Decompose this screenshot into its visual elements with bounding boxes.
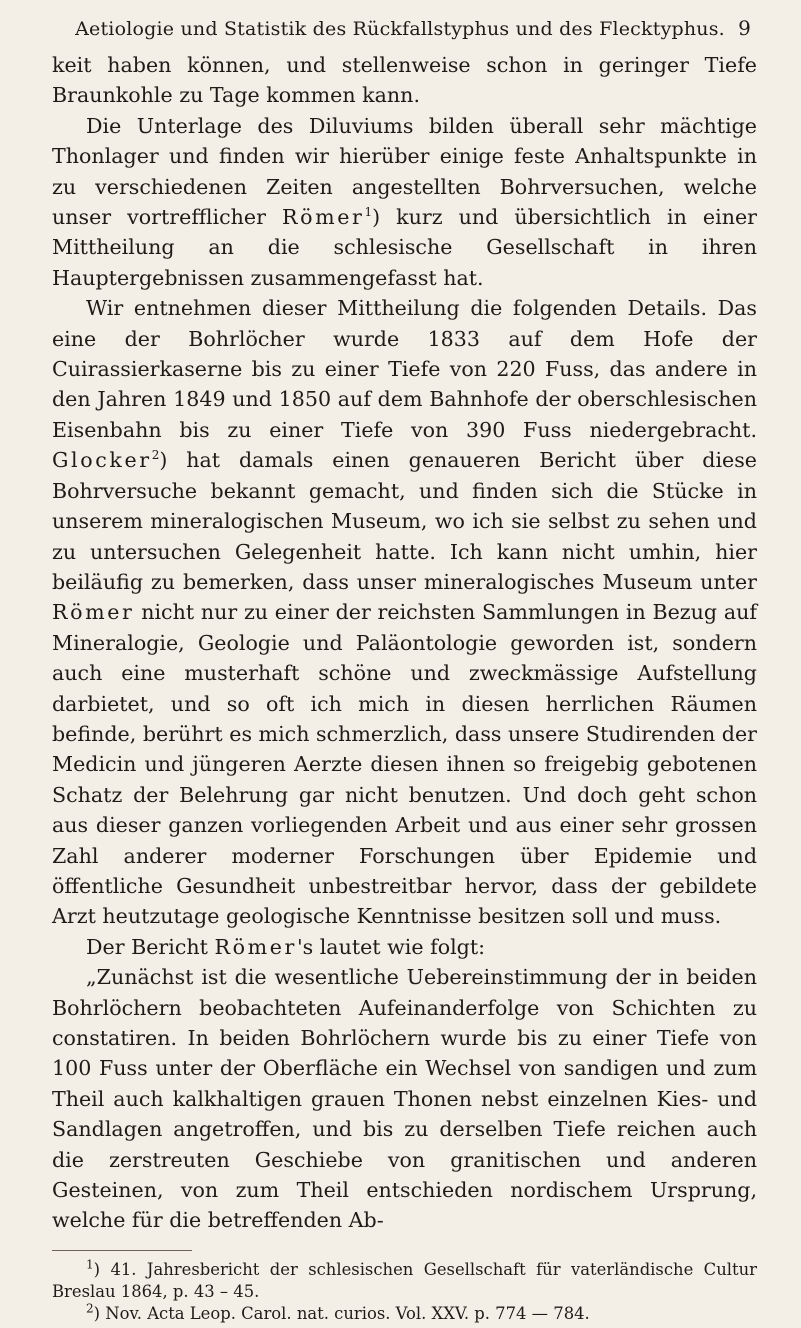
paragraph-2-text-b: ) kurz und übersichtlich in einer Mittheilung an die schlesische Gesellschaft in ihren Hauptergebnissen zusammengefasst hat. <box>52 205 757 290</box>
paragraph-1 <box>52 50 757 111</box>
footnote-1-mark: 1 <box>86 1257 94 1272</box>
author-name-roemer-3: Römer <box>214 934 297 959</box>
running-head <box>52 16 757 50</box>
paragraph-1-text: keit haben können, und stellenweise schon in geringer Tiefe Braunkohle zu Tage kommen kann. <box>52 53 757 108</box>
body-text <box>52 50 757 1236</box>
author-name-roemer-2: Römer <box>52 600 135 625</box>
paragraph-3-text-b: ) hat damals einen genaueren Bericht über diese Bohrversuche bekannt gemacht, und finden sich die Stücke in unserem mineralogischen Museum, wo ich sie selbst zu sehen und zu untersuchen Gelegenheit hatte. Ich kann nicht umhin, hier beiläufig zu bemerken, dass unser mineralogisches Museum unter <box>52 448 757 594</box>
paragraph-4 <box>52 932 757 962</box>
paragraph-3 <box>52 293 757 932</box>
footnote-1 <box>52 1259 757 1303</box>
paragraph-3-text-a: Wir entnehmen dieser Mittheilung die folgenden Details. Das eine der Bohrlöcher wurde 1833 auf dem Hofe der Cuirassierkaserne bis zu einer Tiefe von 220 Fuss, das andere in den Jahren 1849 und 1850 auf dem Bahnhofe der oberschlesischen Eisenbahn bis zu einer Tiefe von 390 Fuss niedergebracht. <box>52 296 757 442</box>
paragraph-2-text-a: Die Unterlage des Diluviums bilden überall sehr mächtige Thonlager und finden wir hierüber einige feste Anhaltspunkte in zu verschiedenen Zeiten angestellten Bohrversuchen, welche unser vortrefflicher <box>52 113 757 230</box>
footnote-2-mark: 2 <box>86 1301 94 1316</box>
footnotes <box>52 1259 757 1325</box>
author-name-roemer: Römer <box>282 205 365 230</box>
footnote-divider <box>52 1250 192 1251</box>
footnote-ref-2: 2 <box>151 448 160 463</box>
paragraph-5-text: „Zunächst ist die wesentliche Uebereinstimmung der in beiden Bohrlöchern beobachteten Aufeinanderfolge von Schichten zu constatiren. In beiden Bohrlöchern wurde bis zu einer Tiefe von 100 Fuss unter der Oberfläche ein Wechsel von sandigen und zum Theil auch kalkhaltigen grauen Thonen nebst einzelnen Kies- und Sandlagen angetroffen, und bis zu derselben Tiefe reichen auch die zerstreuten Geschiebe von granitischen und anderen Gesteinen, von zum Theil entschieden nordischem Ursprung, welche für die betreffenden Ab- <box>52 965 757 1233</box>
paragraph-5-quote <box>52 962 757 1236</box>
paragraph-4-text-a: Der Bericht <box>86 934 215 959</box>
footnote-1-text: ) 41. Jahresbericht der schlesischen Gesellschaft für vaterländische Cultur Breslau 1864, p. 43 – 45. <box>52 1259 757 1301</box>
paragraph-2 <box>52 111 757 293</box>
footnote-2-text: ) Nov. Acta Leop. Carol. nat. curios. Vol. XXV. p. 774 — 784. <box>93 1303 590 1323</box>
paragraph-3-text-c: nicht nur zu einer der reichsten Sammlungen in Bezug auf Mineralogie, Geologie und Paläontologie geworden ist, sondern auch eine musterhaft schöne und zweckmässige Aufstellung darbietet, und so oft ich mich in diesen herrlichen Räumen befinde, berührt es mich schmerzlich, dass unsere Studirenden der Medicin und jüngeren Aerzte diesen ihnen so freigebig gebotenen Schatz der Belehrung gar nicht benutzen. Und doch geht schon aus dieser ganzen vorliegenden Arbeit und aus einer sehr grossen Zahl anderer moderner Forschungen über Epidemie und öffentliche Gesundheit unbestreitbar hervor, dass der gebildete Arzt heutzutage geologische Kenntnisse besitzen soll und muss. <box>52 600 757 929</box>
running-title: Aetiologie und Statistik des Rückfallstyphus und des Flecktyphus. <box>75 18 725 40</box>
author-name-glocker: Glocker <box>52 448 152 473</box>
paragraph-4-text-b: 's lautet wie folgt: <box>296 934 486 959</box>
footnote-2 <box>52 1303 757 1325</box>
page-number: 9 <box>738 16 751 40</box>
footnote-ref-1: 1 <box>364 205 373 220</box>
